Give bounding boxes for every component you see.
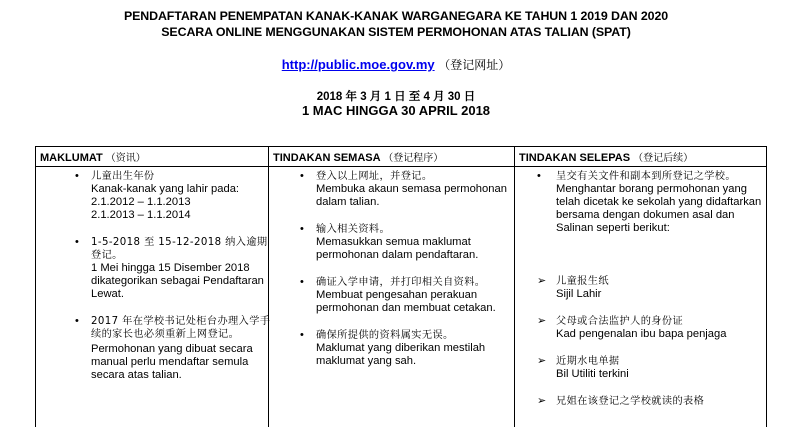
title-line-2: SECARA ONLINE MENGGUNAKAN SISTEM PERMOHONAN ATAS TALIAN (SPAT) [0, 25, 792, 39]
col-header-tindakan-selepas: TINDAKAN SELEPAS （登记后续） [515, 147, 767, 167]
bullet-icon: • [75, 236, 87, 249]
bullet-icon: • [300, 329, 312, 342]
tindakan-selepas-column [515, 167, 767, 427]
document-item: ➢ 儿童报生纸 Sijil Lahir [537, 275, 756, 301]
list-item: • 儿童出生年份 Kanak-kanak yang lahir pada: 2.1.2012 – 1.1.2013 2.1.2013 – 1.1.2014 [75, 170, 277, 222]
list-item: • 2017 年在学校书记处柜台办理入学手续的家长也必须重新上网登记。 Permohonan yang dibuat secara manual perlu mendaftar semula secara atas talian. [75, 315, 277, 382]
arrow-icon: ➢ [537, 315, 549, 328]
arrow-icon: ➢ [537, 275, 549, 288]
title-line-1: PENDAFTARAN PENEMPATAN KANAK-KANAK WARGANEGARA KE TAHUN 1 2019 DAN 2020 [0, 9, 792, 23]
bullet-icon: • [75, 170, 87, 183]
col-header-maklumat: MAKLUMAT （资讯） [36, 147, 269, 167]
col-header-tindakan-semasa: TINDAKAN SEMASA （登记程序） [269, 147, 515, 167]
document-item: ➢ 父母或合法监护人的身份证 Kad pengenalan ibu bapa penjaga [537, 315, 756, 341]
list-item: • 呈交有关文件和副本到所登记之学校。 Menghantar borang permohonan yang telah dicetak ke sekolah yang didaftarkan bersama dengan dokumen asal dan Salinan seperti berikut: [537, 170, 771, 235]
info-table [35, 146, 767, 427]
arrow-icon: ➢ [537, 395, 549, 408]
document-item: ➢ 近期水电单据 Bil Utiliti terkini [537, 355, 756, 381]
url-line [0, 56, 792, 73]
list-item: • 输入相关资料。 Memasukkan semua maklumat permohonan dalam pendaftaran. [300, 223, 526, 262]
tindakan-semasa-column [269, 167, 515, 427]
registration-url-link[interactable]: http://public.moe.gov.my [282, 57, 435, 72]
document-item: ➢ 兄姐在该登记之学校就读的表格 [537, 395, 756, 408]
bullet-icon: • [300, 170, 312, 183]
date-range-ms: 1 MAC HINGGA 30 APRIL 2018 [0, 103, 792, 118]
list-item: • 确证入学申请，并打印相关自资料。 Membuat pengesahan perakuan permohonan dan membuat cetakan. [300, 276, 526, 315]
list-item: • 确保所提供的资料属实无误。 Maklumat yang diberikan mestilah maklumat yang sah. [300, 329, 526, 368]
list-item: • 登入以上网址，并登记。 Membuka akaun semasa permohonan dalam talian. [300, 170, 526, 209]
arrow-icon: ➢ [537, 355, 549, 368]
bullet-icon: • [300, 276, 312, 289]
bullet-icon: • [75, 315, 87, 328]
url-note: （登记网址） [438, 58, 510, 72]
list-item: • 1-5-2018 至 15-12-2018 纳入逾期登记。 1 Mei hingga 15 Disember 2018 dikategorikan sebagai Pendaftaran Lewat. [75, 236, 277, 301]
date-range-cn: 2018 年 3 月 1 日 至 4 月 30 日 [0, 88, 792, 104]
bullet-icon: • [300, 223, 312, 236]
bullet-icon: • [537, 170, 549, 183]
maklumat-column [36, 167, 269, 427]
